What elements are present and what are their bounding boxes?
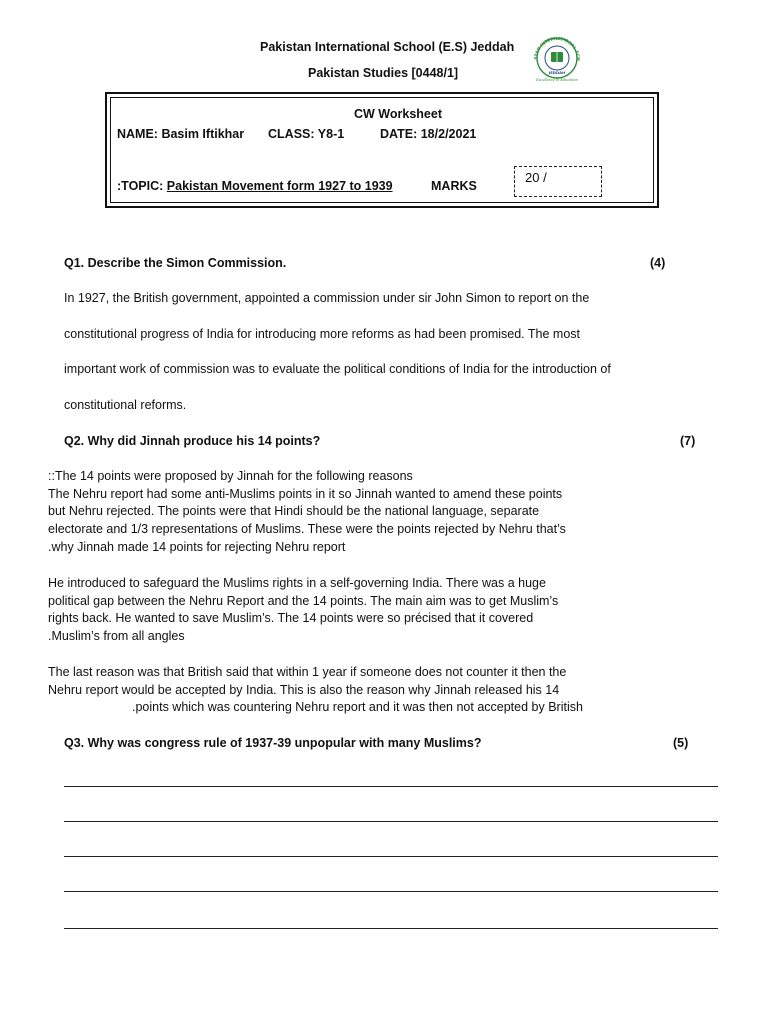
student-class: CLASS: Y8-1 — [268, 127, 345, 141]
q2-paragraph-1 — [48, 468, 566, 557]
student-name: NAME: Basim Iftikhar — [117, 127, 245, 141]
q2-line: but Nehru rejected. The points were that Hindi should be the national language, separate — [48, 504, 540, 519]
q1-question: Q1. Describe the Simon Commission. — [64, 256, 287, 270]
answer-line[interactable] — [64, 821, 718, 822]
q1-answer-line: In 1927, the British government, appointed a commission under sir John Simon to report on the — [64, 291, 590, 305]
subject-title: Pakistan Studies [0448/1] — [308, 66, 459, 80]
answer-line[interactable] — [64, 786, 718, 787]
q1-answer-line: important work of commission was to evaluate the political conditions of India for the introduction of — [64, 362, 611, 376]
svg-text:JEDDAH: JEDDAH — [548, 70, 566, 75]
topic-prefix: :TOPIC: — [117, 179, 167, 193]
q2-line: .points which was countering Nehru report and it was then not accepted by British — [132, 700, 583, 715]
svg-text:PAKISTAN INTERNATIONAL SCHOOL: STAN INTERNATIONAL SCH — [532, 35, 582, 61]
marks-label: MARKS — [431, 179, 477, 193]
worksheet-title: CW Worksheet — [354, 107, 442, 121]
q2-paragraph-3 — [48, 664, 583, 717]
q2-line: The last reason was that British said that within 1 year if someone does not counter it then the — [48, 665, 567, 679]
q2-line: Nehru report would be accepted by India. This is also the reason why Jinnah released his 14 — [48, 682, 560, 697]
school-logo — [528, 34, 586, 82]
school-name: Pakistan International School (E.S) Jeddah — [260, 40, 515, 54]
q2-question: Q2. Why did Jinnah produce his 14 points? — [64, 434, 321, 448]
answer-line[interactable] — [64, 891, 718, 892]
topic-text: Pakistan Movement form 1927 to 1939 — [166, 179, 393, 193]
q1-points: (4) — [650, 256, 666, 270]
answer-line[interactable] — [64, 928, 718, 929]
q2-line: rights back. He wanted to save Muslim’s. The 14 points were so précised that it covered — [48, 611, 534, 626]
q2-line: electorate and 1/3 representations of Muslims. These were the points rejected by Nehru that’s — [48, 522, 566, 537]
worksheet-date: DATE: 18/2/2021 — [380, 127, 477, 141]
q2-line: ::The 14 points were proposed by Jinnah for the following reasons — [48, 469, 413, 483]
q1-answer-line: constitutional progress of India for introducing more reforms as had been promised. The most — [64, 327, 581, 341]
q2-line: .Muslim’s from all angles — [48, 629, 185, 644]
topic-line — [117, 179, 393, 193]
q2-line: He introduced to safeguard the Muslims rights in a self-governing India. There was a huge — [48, 576, 546, 590]
svg-text:Excellence In Education: Excellence In Education — [536, 78, 578, 82]
q2-paragraph-2 — [48, 575, 558, 646]
q2-line: .why Jinnah made 14 points for rejecting Nehru report — [48, 539, 346, 554]
q3-points: (5) — [673, 736, 689, 750]
marks-value: 20 / — [525, 170, 547, 185]
q1-answer-line: constitutional reforms. — [64, 398, 187, 412]
answer-line[interactable] — [64, 856, 718, 857]
q3-question: Q3. Why was congress rule of 1937-39 unpopular with many Muslims? — [64, 736, 482, 750]
q2-line: political gap between the Nehru Report and the 14 points. The main aim was to get Muslim’s — [48, 593, 559, 608]
q2-points: (7) — [680, 434, 696, 448]
q2-line: The Nehru report had some anti-Muslims points in it so Jinnah wanted to amend these points — [48, 486, 563, 501]
